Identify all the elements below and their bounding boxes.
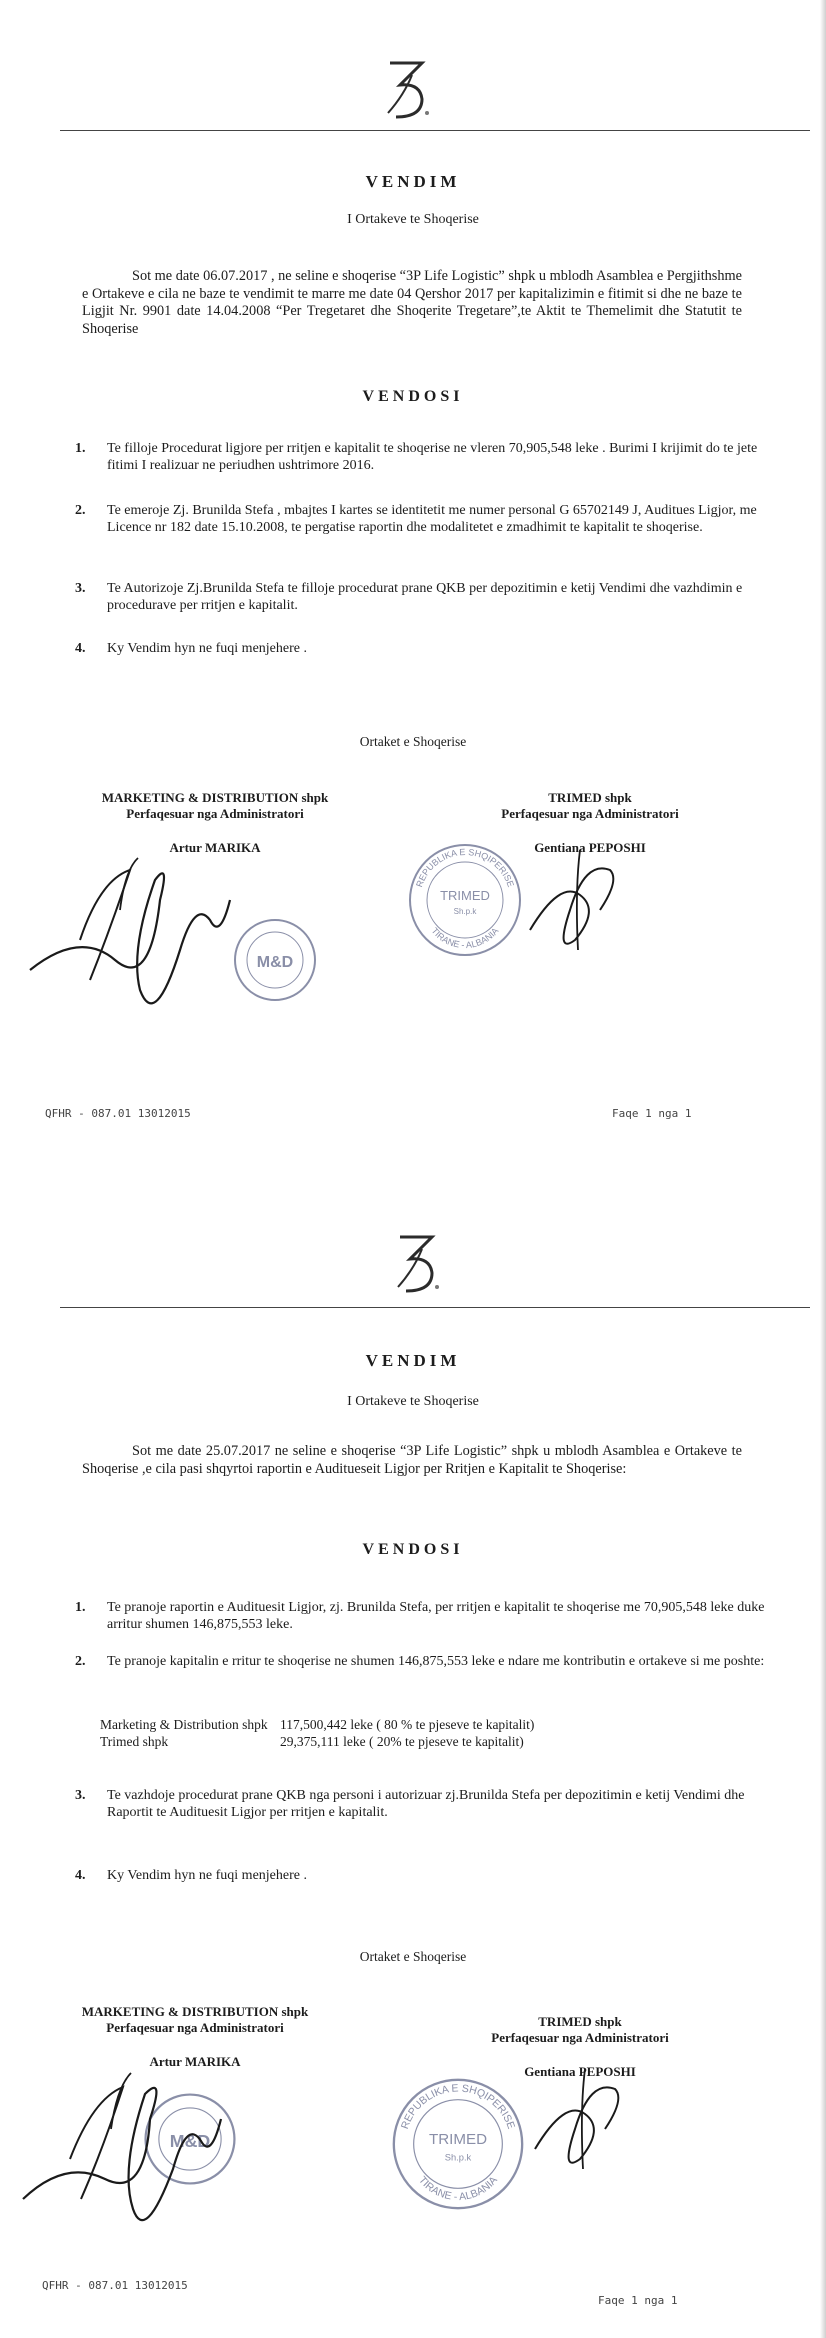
representative-label: Perfaqesuar nga Administratori	[126, 806, 304, 821]
signatory-name: Artur MARIKA	[169, 840, 261, 855]
item-number: 4.	[75, 641, 86, 656]
stamp-bottom-text: TIRANE - ALBANIA	[416, 2174, 500, 2204]
list-item	[75, 580, 765, 614]
representative-label: Perfaqesuar nga Administratori	[501, 806, 679, 821]
item-number: 2.	[75, 503, 86, 518]
page-number: Faqe 1 nga 1	[612, 1107, 692, 1120]
list-item	[75, 440, 765, 474]
document-page-2	[0, 1169, 826, 2338]
allocation-row	[100, 1734, 700, 1751]
intro-text: Sot me date 25.07.2017 ne seline e shoqerise “3P Life Logistic” shpk u mblodh Asamblea e Ortakeve te Shoqerise ,e cila pasi shqyrtoi raportin e Auditueseit Ligjor per Rritjen e Kapitalit te Shoqerise:	[82, 1443, 742, 1477]
header-rule	[60, 1307, 810, 1308]
item-number: 2.	[75, 1654, 86, 1669]
item-text: Te filloje Procedurat ligjore per rritjen e kapitalit te shoqerise ne vleren 70,905,548 leke . Burimi I krijimit do te jete fitimi I realizuar ne periudhen ushtrimore 2016.	[107, 441, 758, 473]
company-name: TRIMED shpk	[548, 790, 632, 805]
company-name: MARKETING & DISTRIBUTION shpk	[81, 2004, 309, 2019]
page-number: Faqe 1 nga 1	[598, 2294, 678, 2307]
list-item	[75, 1867, 765, 1884]
stamp-sub-text: Sh.p.k	[453, 907, 477, 916]
company-logo-icon	[370, 1229, 460, 1299]
item-number: 3.	[75, 1788, 86, 1803]
list-item	[75, 640, 765, 657]
capital-allocation	[100, 1717, 700, 1751]
list-item	[75, 502, 765, 536]
item-text: Te emeroje Zj. Brunilda Stefa , mbajtes I kartes se identitetit me numer personal G 65702149 J, Auditues Ligjor, me Licence nr 182 date 15.10.2008, te pergatise raportin dhe modalitetet e zmadhimit te kapitalit te shoqerise.	[107, 503, 757, 535]
stamp-text: M&D	[169, 2130, 211, 2151]
trimed-stamp-icon	[388, 2074, 528, 2214]
list-item	[75, 1787, 765, 1821]
stamp-center-text: TRIMED	[440, 888, 490, 903]
company-name: MARKETING & DISTRIBUTION shpk	[101, 790, 329, 805]
signature-left-icon	[20, 840, 250, 1040]
item-text: Ky Vendim hyn ne fuqi menjehere .	[107, 1868, 307, 1883]
intro-text: Sot me date 06.07.2017 , ne seline e shoqerise “3P Life Logistic” shpk u mblodh Asamblea e Pergjithshme e Ortakeve e cila ne baze te vendimit te marre me date 04 Qershor 2017 per kapitalizimin e fitimit si dhe ne baze te Ligjit Nr. 9901 date 14.04.2008 “Per Tregetaret dhe Shoqerite Tregetare”,te Aktit te Themelimit dhe Statutit te Shoqerise	[82, 268, 742, 337]
item-text: Te vazhdoje procedurat prane QKB nga personi i autorizuar zj.Brunilda Stefa per depozitimin e ketij Vendimi dhe Raportit te Audituesit Ligjor per rritjen e kapitalit.	[107, 1788, 745, 1820]
signatory-name: Artur MARIKA	[149, 2054, 241, 2069]
shareholder-contribution: 29,375,111 leke ( 20% te pjeseve te kapitalit)	[280, 1734, 524, 1749]
list-item	[75, 1599, 765, 1633]
item-number: 4.	[75, 1868, 86, 1883]
shareholders-heading: Ortaket e Shoqerise	[359, 1949, 467, 1964]
representative-label: Perfaqesuar nga Administratori	[106, 2020, 284, 2035]
shareholder-contribution: 117,500,442 leke ( 80 % te pjeseve te kapitalit)	[280, 1717, 535, 1732]
document-code: QFHR - 087.01 13012015	[45, 1107, 191, 1120]
stamp-text: M&D	[256, 954, 294, 971]
page-edge-shadow	[820, 1169, 826, 2338]
stamp-center-text: TRIMED	[428, 2131, 488, 2148]
page-subtitle: I Ortakeve te Shoqerise	[347, 212, 479, 227]
shareholders-heading: Ortaket e Shoqerise	[359, 734, 467, 749]
stamp-ring-text: REPUBLIKA E SHQIPERISE	[398, 2082, 518, 2131]
representative-label: Perfaqesuar nga Administratori	[491, 2030, 669, 2045]
stamp-ring-text: REPUBLIKA E SHQIPERISE	[414, 846, 516, 889]
allocation-row	[100, 1717, 700, 1734]
item-number: 1.	[75, 1600, 86, 1615]
signatory-name: Gentiana PEPOSHI	[524, 2064, 636, 2079]
list-item	[75, 1653, 765, 1670]
header-rule	[60, 130, 810, 131]
intro-paragraph	[82, 268, 742, 338]
stamp-sub-text: Sh.p.k	[444, 2152, 472, 2163]
intro-paragraph	[82, 1443, 742, 1478]
item-number: 1.	[75, 441, 86, 456]
company-name: TRIMED shpk	[538, 2014, 622, 2029]
page-title: VENDIM	[365, 172, 461, 191]
shareholder-name: Trimed shpk	[100, 1734, 169, 1749]
section-heading: VENDOSI	[362, 388, 464, 405]
document-code: QFHR - 087.01 13012015	[42, 2279, 188, 2292]
item-text: Te Autorizoje Zj.Brunilda Stefa te filloje procedurat prane QKB per depozitimin e ketij Vendimi dhe vazhdimin e procedurave per rritjen e kapitalit.	[107, 581, 743, 613]
signature-right-icon	[520, 840, 630, 960]
item-text: Te pranoje raportin e Audituesit Ligjor, zj. Brunilda Stefa, per rritjen e kapitalit te shoqerise me 70,905,548 leke duke arritur shumen 146,875,553 leke.	[107, 1600, 765, 1632]
item-text: Te pranoje kapitalin e rritur te shoqerise ne shumen 146,875,553 leke e ndare me kontributin e ortakeve si me poshte:	[107, 1654, 765, 1669]
company-logo-icon	[360, 55, 450, 125]
svg-text:REPUBLIKA E SHQIPERISE	[414, 847, 516, 888]
page-subtitle: I Ortakeve te Shoqerise	[347, 1394, 479, 1409]
signature-left-icon	[15, 2049, 245, 2249]
trimed-stamp-icon	[405, 840, 525, 960]
svg-text:REPUBLIKA E SHQIPERISE	[399, 2082, 517, 2130]
item-text: Ky Vendim hyn ne fuqi menjehere .	[107, 641, 307, 656]
item-number: 3.	[75, 581, 86, 596]
shareholder-name: Marketing & Distribution shpk	[100, 1717, 268, 1732]
page-title: VENDIM	[365, 1351, 461, 1370]
signature-right-icon	[525, 2059, 635, 2179]
stamp-bottom-text: TIRANE - ALBANIA	[429, 925, 501, 951]
section-heading: VENDOSI	[362, 1541, 464, 1558]
signatory-name: Gentiana PEPOSHI	[534, 840, 646, 855]
